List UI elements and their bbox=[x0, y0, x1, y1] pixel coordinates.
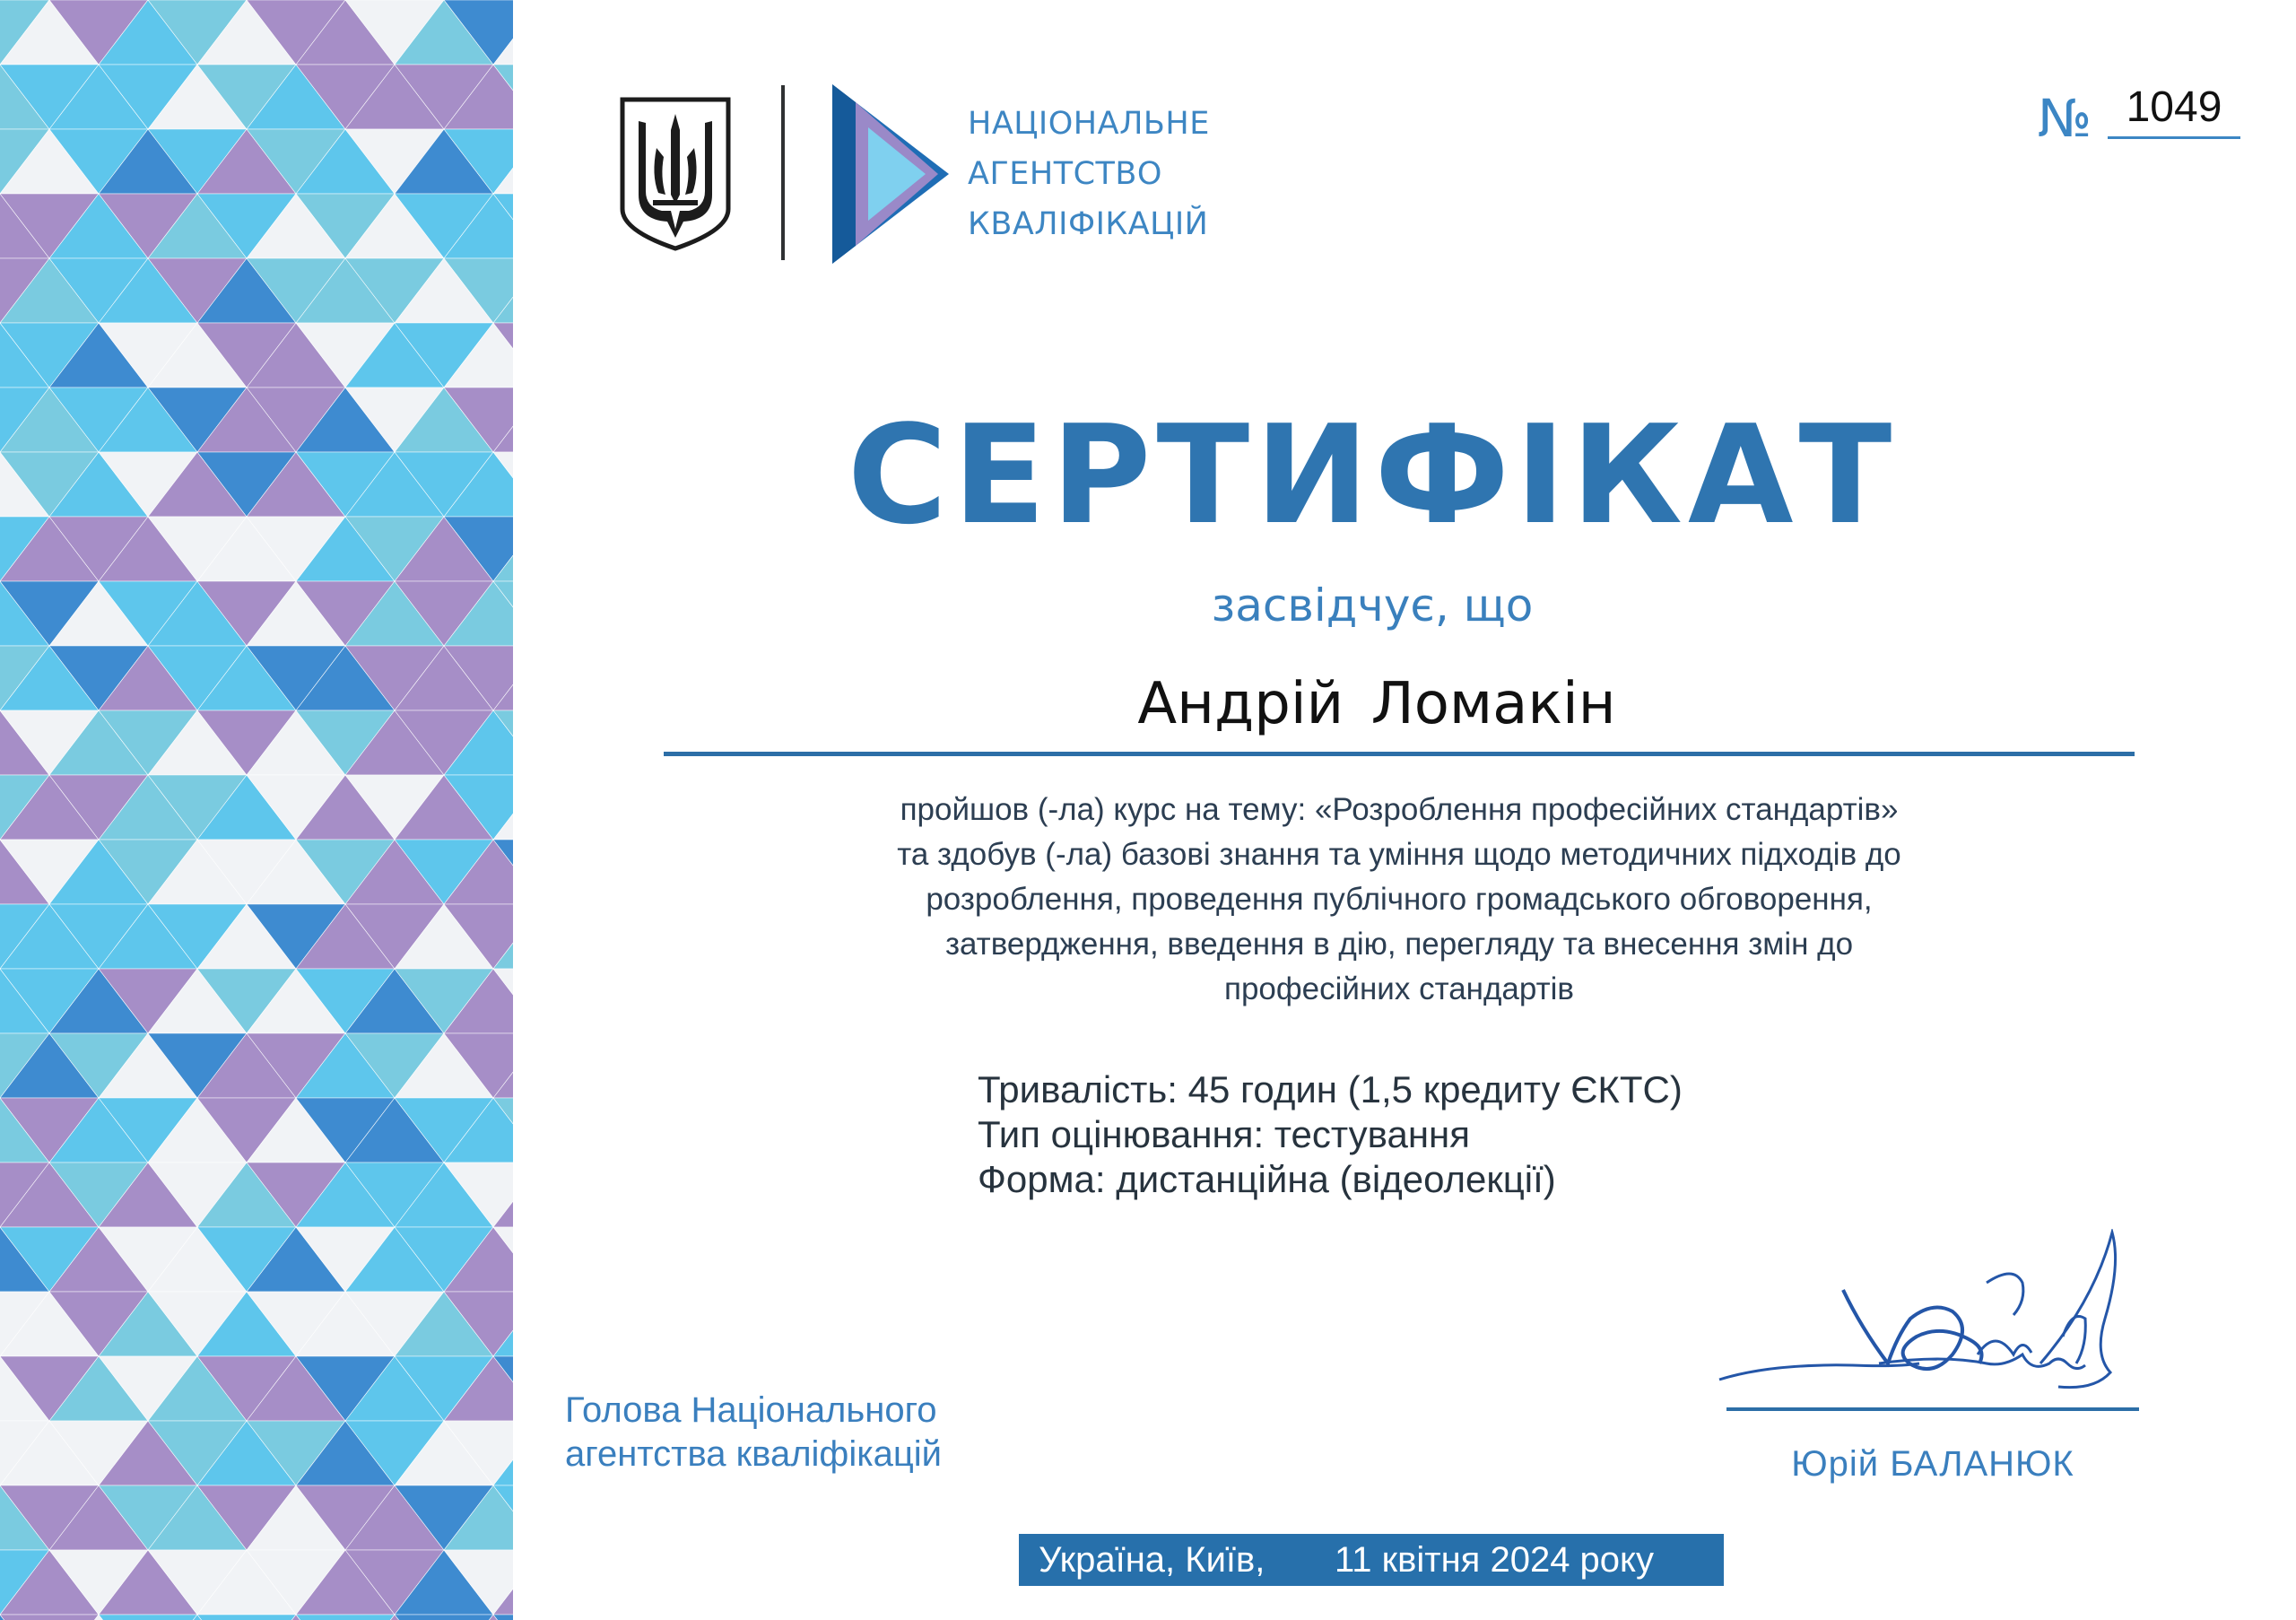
certificate-number: 1049 bbox=[2126, 83, 2222, 131]
issue-date: 11 квітня 2024 року bbox=[1335, 1540, 1654, 1580]
agency-name-line: НАЦІОНАЛЬНЕ bbox=[968, 106, 1210, 142]
position-line: Голова Національного bbox=[565, 1390, 937, 1430]
course-description bbox=[718, 788, 2081, 1012]
course-line: та здобув (-ла) базові знання та уміння щодо методичних підходів до bbox=[897, 837, 1901, 872]
footer-date-bar bbox=[1019, 1534, 1724, 1586]
agency-name-line: АГЕНТСТВО bbox=[968, 156, 1162, 192]
trident-icon bbox=[617, 94, 734, 254]
triangle-pattern bbox=[0, 0, 513, 1620]
agency-name-line: КВАЛІФІКАЦІЙ bbox=[968, 206, 1209, 242]
position-line: агентства кваліфікацій bbox=[565, 1434, 942, 1474]
pattern-triangle bbox=[99, 1615, 197, 1620]
pattern-triangle bbox=[395, 1615, 493, 1620]
course-line: пройшов (-ла) курс на тему: «Розроблення професійних стандартів» bbox=[900, 792, 1899, 827]
signer-name: Юрій БАЛАНЮК bbox=[1791, 1444, 2074, 1484]
course-line: затвердження, введення в дію, перегляду та внесення змін до bbox=[944, 927, 1854, 962]
duration-text: Тривалість: 45 годин (1,5 кредиту ЄКТС) bbox=[978, 1068, 1683, 1110]
logo-divider bbox=[781, 85, 785, 260]
signature-line bbox=[1726, 1407, 2139, 1411]
course-line: розроблення, проведення публічного громадського обговорення, bbox=[926, 882, 1873, 917]
pattern-triangle bbox=[197, 1615, 296, 1620]
pattern-triangle bbox=[0, 1615, 99, 1620]
issue-place: Україна, Київ, bbox=[1039, 1540, 1265, 1580]
handwritten-signature bbox=[1718, 1229, 2130, 1408]
pattern-triangle bbox=[296, 1615, 395, 1620]
arrow-logo-icon bbox=[832, 84, 949, 264]
certifies-text: засвідчує, що bbox=[1211, 579, 1534, 631]
signatory-position bbox=[565, 1389, 1193, 1476]
number-sign: № bbox=[2038, 88, 2092, 149]
course-line: професійних стандартів bbox=[1224, 971, 1574, 1006]
recipient-underline bbox=[664, 752, 2135, 756]
decorative-pattern-panel bbox=[0, 0, 513, 1620]
assessment-text: Тип оцінювання: тестування bbox=[978, 1113, 1470, 1155]
recipient-name: Андрій Ломакін bbox=[1137, 671, 1616, 737]
number-underline bbox=[2108, 136, 2240, 139]
certificate-title: СЕРТИФІКАТ bbox=[847, 396, 1898, 554]
form-text: Форма: дистанційна (відеолекції) bbox=[978, 1158, 1556, 1200]
course-details bbox=[978, 1067, 1857, 1202]
agency-name bbox=[968, 99, 1264, 249]
